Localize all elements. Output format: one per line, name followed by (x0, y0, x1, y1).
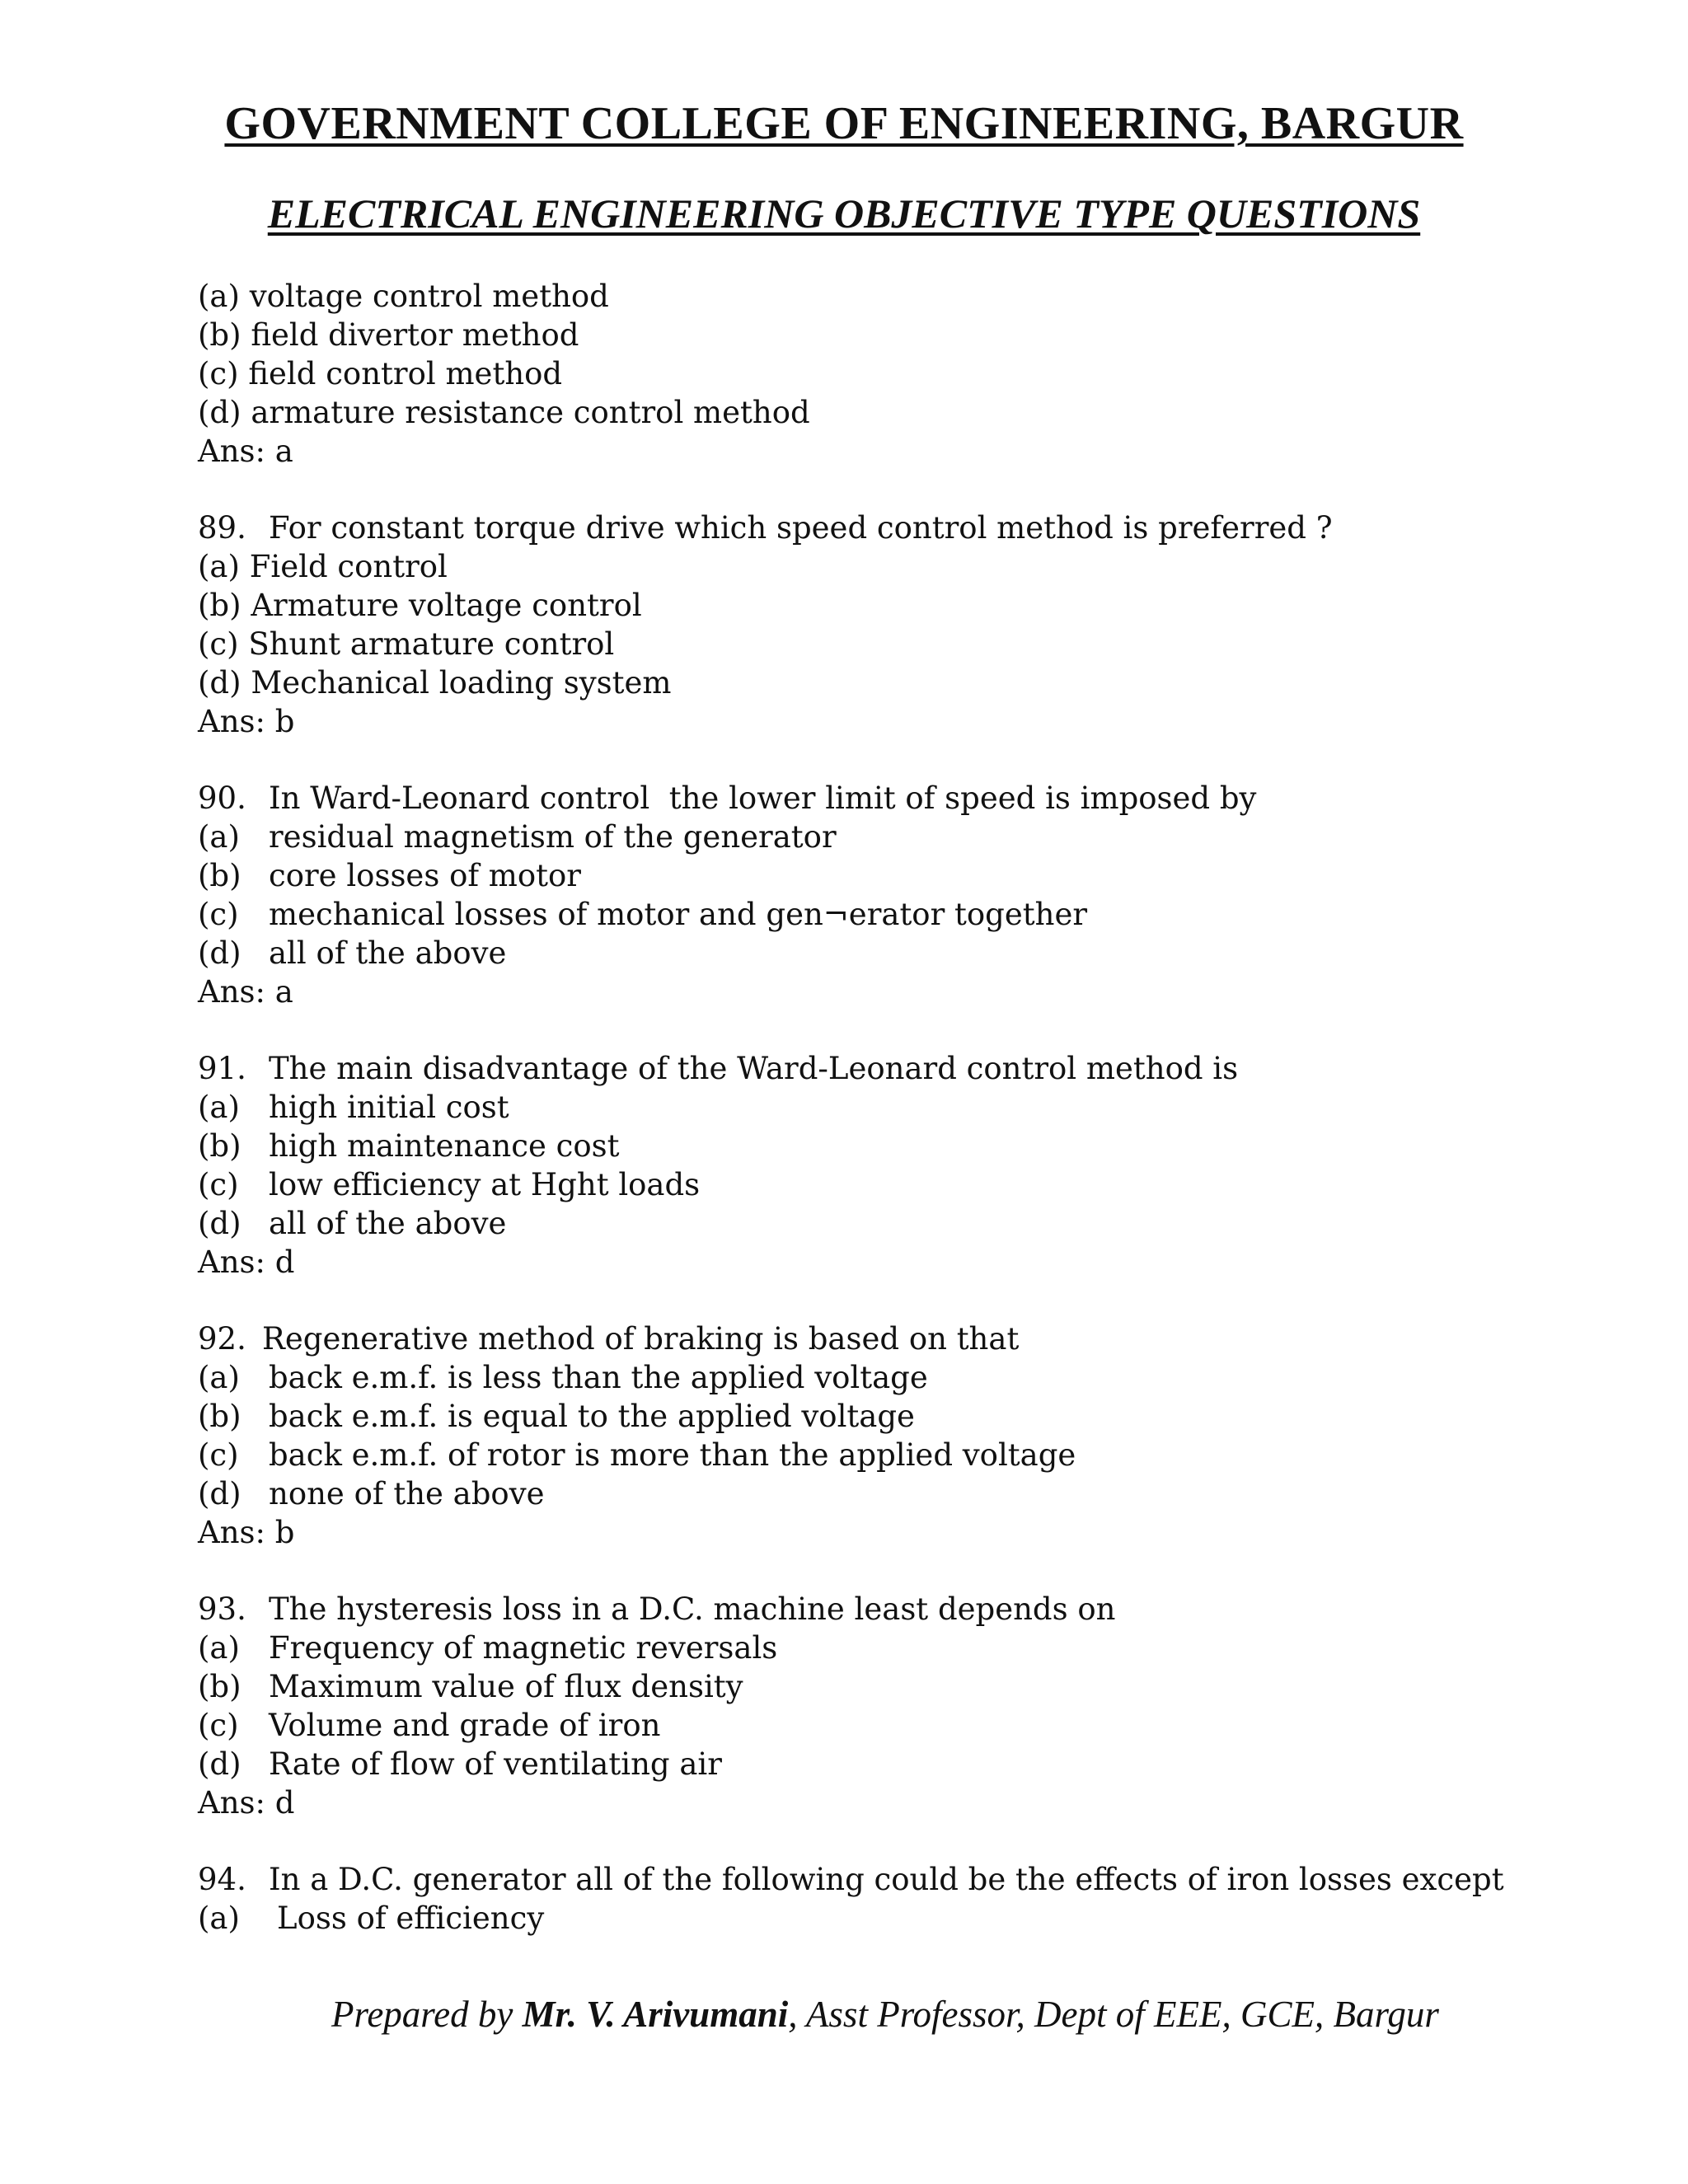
option-label: (c) (198, 1167, 239, 1202)
question-number: 89. (198, 510, 246, 546)
question-block (198, 779, 1550, 1011)
option-text: back e.m.f. is less than the applied voltage (269, 1360, 928, 1395)
option-label: (d) (198, 1746, 241, 1782)
option-line (198, 1629, 1550, 1667)
college-title: GOVERNMENT COLLEGE OF ENGINEERING, BARGUR (224, 98, 1464, 149)
answer-line: Ans: b (198, 704, 295, 739)
question-text: The hysteresis loss in a D.C. machine least depends on (269, 1591, 1116, 1627)
option-label: (c) (198, 1437, 239, 1473)
question-text: In a D.C. generator all of the following could be the effects of iron losses except (269, 1862, 1504, 1897)
option-line: (d) armature resistance control method (198, 395, 810, 430)
question-block (198, 1049, 1550, 1282)
question-block (198, 1319, 1550, 1552)
question-text: In Ward-Leonard control the lower limit of speed is imposed by (269, 780, 1257, 816)
question-number: 91. (198, 1051, 246, 1086)
question-line (198, 779, 1550, 818)
subject-title: ELECTRICAL ENGINEERING OBJECTIVE TYPE QUESTIONS (267, 190, 1421, 237)
question-block (198, 509, 1550, 741)
answer-line: Ans: b (198, 1515, 295, 1550)
option-line (198, 895, 1550, 934)
option-line (198, 1474, 1550, 1513)
question-line (198, 1590, 1550, 1629)
option-label: (a) (198, 1900, 240, 1936)
option-label: (a) (198, 549, 240, 584)
option-text: Maximum value of flux density (269, 1669, 743, 1704)
option-label: (b) (198, 1399, 241, 1434)
option-line (198, 1436, 1550, 1474)
question-body (198, 277, 1550, 1938)
option-line (198, 1397, 1550, 1436)
footer-author: Mr. V. Arivumani (522, 1994, 789, 2035)
answer-line: Ans: a (198, 974, 293, 1010)
question-line (198, 1319, 1550, 1358)
option-line (198, 663, 1550, 702)
option-text: Volume and grade of iron (269, 1708, 661, 1743)
option-text: mechanical losses of motor and gen¬erator together (269, 897, 1088, 932)
option-line (198, 818, 1550, 856)
option-label: (a) (198, 1090, 240, 1125)
question-text: Regenerative method of braking is based on that (262, 1321, 1020, 1357)
option-text: back e.m.f. of rotor is more than the applied voltage (269, 1437, 1076, 1473)
option-label: (c) (198, 1708, 239, 1743)
option-line (198, 1204, 1550, 1243)
option-line (198, 547, 1550, 586)
option-label: (d) (198, 1206, 241, 1241)
option-line (198, 1706, 1550, 1745)
option-label: (c) (198, 626, 239, 662)
option-line (198, 1899, 1550, 1938)
option-label: (b) (198, 588, 241, 623)
option-text: all of the above (269, 1206, 507, 1241)
option-text: Loss of efficiency (277, 1900, 545, 1936)
option-text: Armature voltage control (251, 588, 642, 623)
option-label: (c) (198, 897, 239, 932)
option-text: Rate of flow of ventilating air (269, 1746, 722, 1782)
option-line (198, 856, 1550, 895)
option-line: (c) field control method (198, 356, 563, 391)
option-line (198, 1127, 1550, 1165)
option-line (198, 1165, 1550, 1204)
option-text: all of the above (269, 935, 507, 971)
footer-prefix: Prepared by (331, 1994, 523, 2035)
option-line: (b) field divertor method (198, 317, 579, 353)
question-text: For constant torque drive which speed control method is preferred ? (269, 510, 1333, 546)
question-text: The main disadvantage of the Ward-Leonard control method is (269, 1051, 1239, 1086)
question-number: 94. (198, 1862, 246, 1897)
option-line (198, 1745, 1550, 1783)
question-number: 92. (198, 1321, 246, 1357)
option-label: (a) (198, 1630, 240, 1666)
option-text: high initial cost (269, 1090, 509, 1125)
option-line (198, 934, 1550, 972)
continued-question (198, 277, 1550, 471)
question-line (198, 1049, 1550, 1088)
footer-suffix: , Asst Professor, Dept of EEE, GCE, Bargur (788, 1994, 1439, 2035)
option-text: Shunt armature control (248, 626, 615, 662)
option-line: (a) voltage control method (198, 279, 609, 314)
question-line (198, 1860, 1550, 1899)
option-text: core losses of motor (269, 858, 581, 893)
option-text: Mechanical loading system (251, 665, 672, 701)
option-text: low efficiency at Hght loads (269, 1167, 701, 1202)
option-line (198, 1358, 1550, 1397)
option-label: (b) (198, 1128, 241, 1164)
question-line (198, 509, 1550, 547)
question-number: 93. (198, 1591, 246, 1627)
option-label: (d) (198, 935, 241, 971)
option-text: Field control (249, 549, 448, 584)
option-text: residual magnetism of the generator (269, 819, 837, 855)
option-line (198, 1088, 1550, 1127)
option-label: (b) (198, 858, 241, 893)
option-text: back e.m.f. is equal to the applied voltage (269, 1399, 915, 1434)
option-label: (d) (198, 1476, 241, 1511)
option-label: (b) (198, 1669, 241, 1704)
option-label: (a) (198, 1360, 240, 1395)
question-block (198, 1860, 1550, 1938)
option-text: none of the above (269, 1476, 545, 1511)
question-block (198, 1590, 1550, 1822)
option-line (198, 586, 1550, 625)
prepared-by-footer (331, 1993, 1439, 2036)
option-label: (a) (198, 819, 240, 855)
answer-line: Ans: d (198, 1785, 295, 1821)
option-line (198, 1667, 1550, 1706)
answer-line: Ans: d (198, 1244, 295, 1280)
option-line (198, 625, 1550, 663)
option-text: high maintenance cost (269, 1128, 620, 1164)
question-number: 90. (198, 780, 246, 816)
option-text: Frequency of magnetic reversals (269, 1630, 778, 1666)
option-label: (d) (198, 665, 241, 701)
answer-line: Ans: a (198, 434, 293, 469)
